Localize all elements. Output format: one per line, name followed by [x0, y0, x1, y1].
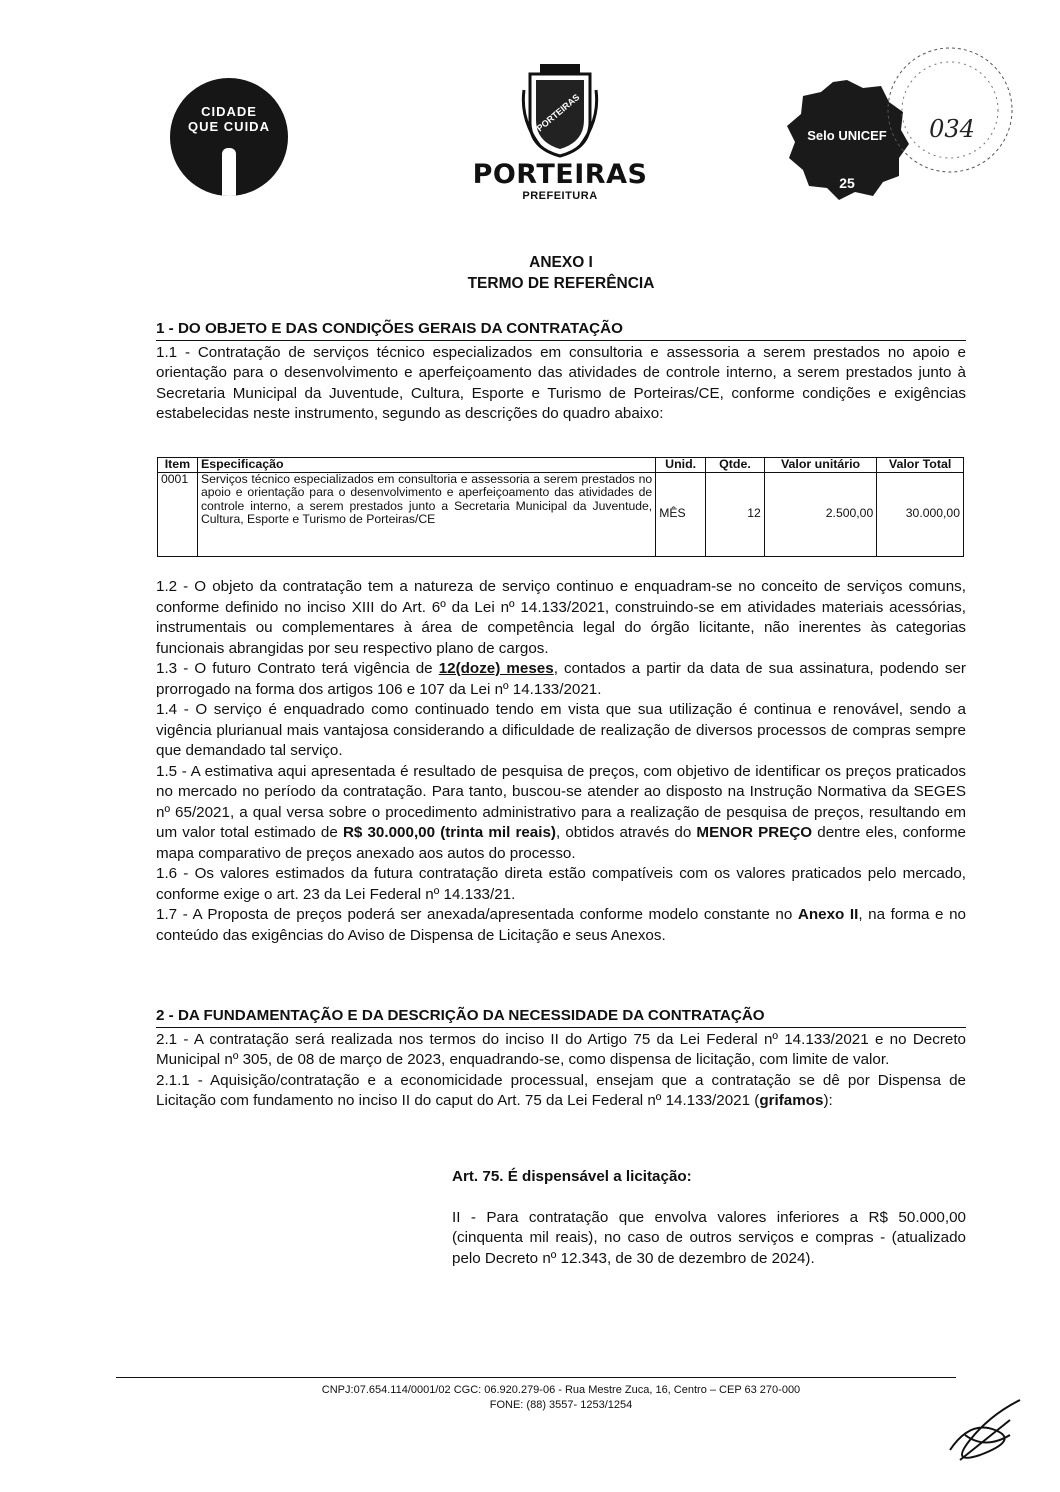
page-number-stamp — [870, 35, 1030, 185]
section-1 — [156, 319, 966, 425]
section-2-heading: 2 - DA FUNDAMENTAÇÃO E DA DESCRIÇÃO DA NECESSIDADE DA CONTRATAÇÃO — [156, 1006, 966, 1028]
svg-text:Selo UNICEF: Selo UNICEF — [807, 128, 887, 143]
paragraph-1-7: 1.7 - A Proposta de preços poderá ser anexada/apresentada conforme modelo constante no Anexo II, na forma e no conteúdo das exigências do Aviso de Dispensa de Licitação e seus Anexos. — [156, 906, 966, 944]
brand-name: PORTEIRAS — [472, 159, 648, 190]
svg-text:PORTEIRAS: PORTEIRAS — [534, 91, 582, 134]
table-cell-item: 0001 — [158, 472, 198, 556]
table-row — [158, 472, 964, 556]
section-1-heading: 1 - DO OBJETO E DAS CONDIÇÕES GERAIS DA CONTRATAÇÃO — [156, 319, 966, 341]
paragraph-1-4: 1.4 - O serviço é enquadrado como continuado tendo em vista que sua utilização é continua e renovável, sendo a vigência plurianual mais vantajosa considerando a dificuldade de realização de diversos processos de compras sempre que demandado tal serviço. — [156, 701, 966, 759]
table-cell-valor-total: 30.000,00 — [877, 472, 964, 556]
paragraph-1-2: 1.2 - O objeto da contratação tem a natureza de serviço continuo e enquadram-se no conceito de serviços comuns, conforme definido no inciso XIII do Art. 6º da Lei nº 14.133/2021, construindo-se em atividades materiais acessórias, instrumentais ou complementares à área de competência legal do órgão licitante, não inerentes às categorias funcionais abrangidas por seu respectivo plano de cargos. — [156, 578, 966, 657]
table-header-cell: Valor unitário — [764, 458, 876, 473]
table-header-cell: Item — [158, 458, 198, 473]
paragraph-1-3: 1.3 - O futuro Contrato terá vigência de 12(doze) meses, contados a partir da data de sua assinatura, podendo ser prorrogado na forma dos artigos 106 e 107 da Lei nº 14.133/2021. — [156, 660, 966, 698]
section-2 — [156, 1006, 966, 1112]
paragraph-2-1-1: 2.1.1 - Aquisição/contratação e a economicidade processual, ensejam que a contratação se dê por Dispensa de Licitação com fundamento no inciso II do caput do Art. 75 da Lei Federal nº 14.133/2021 (grifamos): — [156, 1071, 966, 1109]
law-quote-body: II - Para contratação que envolva valores inferiores a R$ 50.000,00 (cinquenta mil reais), no caso de outros serviços e compras - (atualizado pelo Decreto nº 12.343, de 30 de dezembro de 2024). — [452, 1208, 966, 1267]
porteiras-crest-logo — [520, 60, 600, 160]
document-title — [156, 252, 966, 294]
signature-scribble — [940, 1380, 1030, 1470]
law-quote — [452, 1167, 966, 1269]
paragraph-1-1: 1.1 - Contratação de serviços técnico especializados em consultoria e assessoria a serem prestados no apoio e orientação para o desenvolvimento e aperfeiçoamento das atividades de controle interno, a serem prestados junto à Secretaria Municipal da Juventude, Cultura, Esporte e Turismo de Porteiras/CE, conforme condições e exigências estabelecidas neste instrumento, segundo as descrições do quadro abaixo: — [156, 343, 966, 422]
table-cell-unid: MÊS — [656, 472, 706, 556]
brand-sub: PREFEITURA — [522, 190, 598, 202]
paragraph-1-5: 1.5 - A estimativa aqui apresentada é resultado de pesquisa de preços, com objetivo de identificar os preços praticados no mercado no período da contratação. Para tanto, buscou-se atender ao disposto na Instrução Normativa da SEGES nº 65/2021, a qual versa sobre o procedimento administrativo para a realização de pesquisa de preços, resultando em um valor total estimado de R$ 30.000,00 (trinta mil reais), obtidos através do MENOR PREÇO dentre eles, conforme mapa comparativo de preços anexado aos autos do processo. — [156, 762, 966, 862]
table-header-cell: Especificação — [197, 458, 655, 473]
law-quote-heading: Art. 75. É dispensável a licitação: — [452, 1168, 692, 1185]
svg-text:034: 034 — [929, 115, 975, 143]
paragraph-1-6: 1.6 - Os valores estimados da futura contratação direta estão compatíveis com os valores praticados pelo mercado, conforme exige o art. 23 da Lei Federal nº 14.133/21. — [156, 865, 966, 903]
footer-line-1: CNPJ:07.654.114/0001/02 CGC: 06.920.279-06 - Rua Mestre Zuca, 16, Centro – CEP 63 270-000 — [321, 1384, 801, 1396]
brand-block — [440, 160, 680, 202]
footer-divider — [116, 1377, 956, 1378]
footer — [156, 1383, 966, 1413]
table-header-cell: Qtde. — [706, 458, 765, 473]
table-cell-valor-unitario: 2.500,00 — [764, 472, 876, 556]
svg-text:25: 25 — [839, 175, 855, 191]
table-header-cell: Unid. — [656, 458, 706, 473]
table-header-row — [158, 458, 964, 473]
section-1-body — [156, 577, 966, 946]
table-cell-qtde: 12 — [706, 472, 765, 556]
title-line-1: ANEXO I — [529, 254, 593, 271]
specification-table — [157, 457, 964, 557]
cidade-que-cuida-logo: CIDADE QUE CUIDA — [170, 78, 288, 196]
table-header-cell: Valor Total — [877, 458, 964, 473]
table-cell-spec: Serviços técnico especializados em consultoria e assessoria a serem prestados no apoio e orientação para o desenvolvimento e aperfeiçoamento das atividades de controle interno, a serem prestados junto a Secretaria Municipal da Juventude, Cultura, Esporte e Turismo de Porteiras/CE — [197, 472, 655, 556]
title-line-2: TERMO DE REFERÊNCIA — [467, 275, 655, 292]
paragraph-2-1: 2.1 - A contratação será realizada nos termos do inciso II do Artigo 75 da Lei Federal nº 14.133/2021 e no Decreto Municipal nº 305, de 08 de março de 2023, enquadrando-se, como dispensa de licitação, com limite de valor. — [156, 1030, 966, 1068]
footer-line-2: FONE: (88) 3557- 1253/1254 — [489, 1399, 633, 1411]
